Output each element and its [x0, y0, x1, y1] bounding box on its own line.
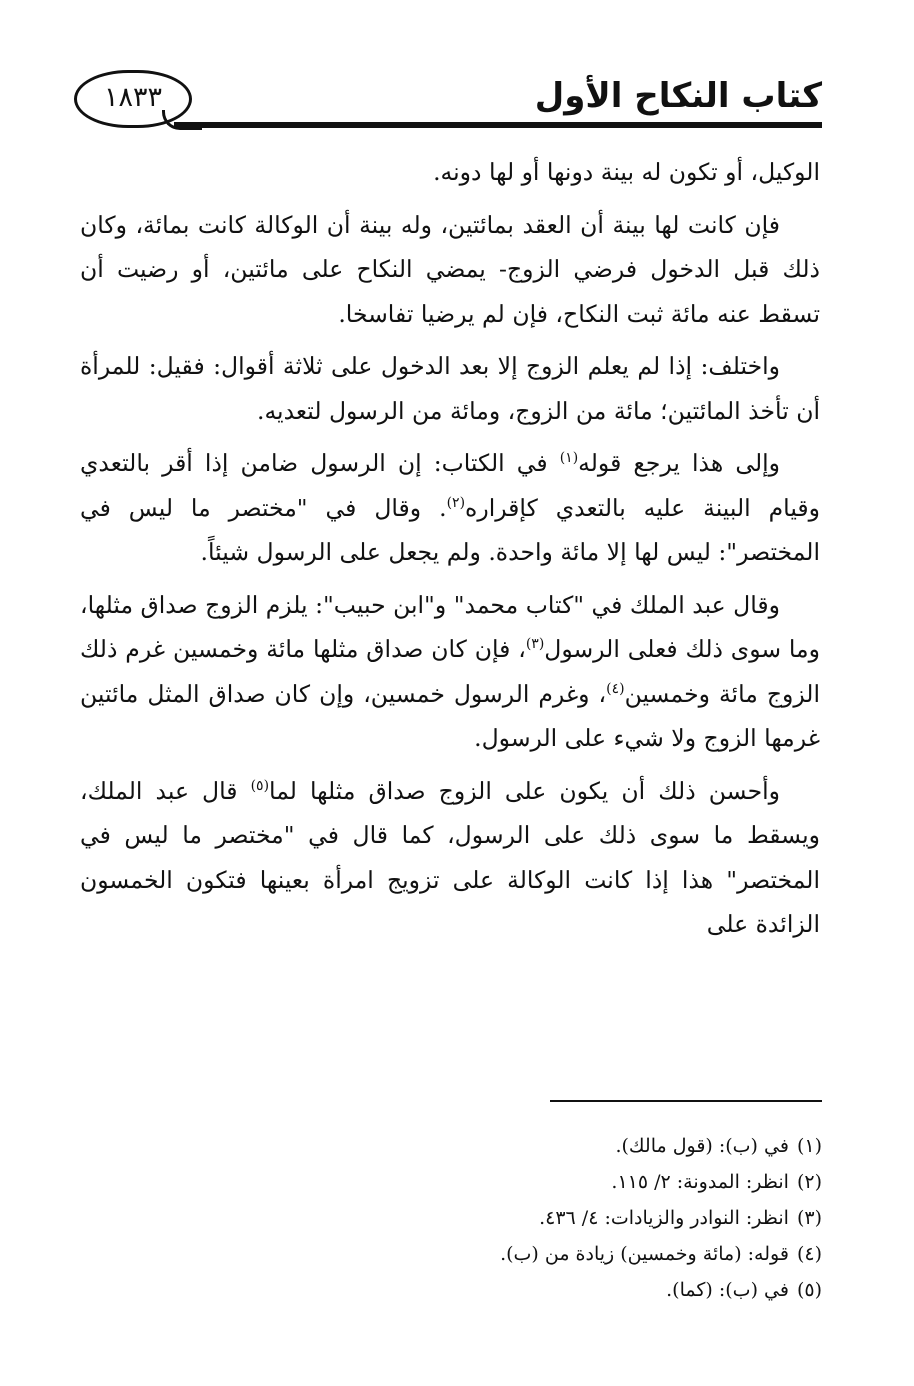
paragraph: وإلى هذا يرجع قوله$^{(١)}$ في الكتاب: إن الرسول ضامن إذا أقر بالتعدي وقيام البينة عليه بالتعدي كإقراره$^{(٢)}$. وقال في "مختصر ما ليس في المختصر": ليس لها إلا مائة واحدة. ولم يجعل على الرسول شيئاً.: [80, 449, 820, 566]
footnote-number: (٣): [796, 1207, 822, 1229]
page-number: ١٨٣٣: [103, 82, 162, 113]
footnote-ref[interactable]: (٥): [250, 777, 270, 794]
page-number-badge-tail: [162, 110, 202, 130]
footnote-ref[interactable]: (١): [559, 450, 579, 467]
footnote: [122, 1272, 822, 1308]
footnote-number: (٥): [796, 1279, 822, 1301]
main-text: [80, 150, 820, 955]
footnote-text: انظر: المدونة: ٢/ ١١٥.: [611, 1171, 789, 1193]
footnote-separator: [550, 1100, 822, 1102]
paragraph: وقال عبد الملك في "كتاب محمد" و"ابن حبيب": يلزم الزوج صداق مثلها، وما سوى ذلك فعلى الرسول$^{(٣)}$، فإن كان صداق مثلها مائة وخمسين غرم ذلك الزوج مائة وخمسين$^{(٤)}$، وغرم الرسول خمسين، وإن كان صداق المثل مائتين غرمها الزوج ولا شيء على الرسول.: [80, 590, 820, 752]
footnote-text: قوله: (مائة وخمسين) زيادة من (ب).: [500, 1243, 789, 1265]
footnote-number: (٢): [796, 1171, 822, 1193]
footnote-ref[interactable]: (٣): [525, 636, 545, 653]
paragraph: وأحسن ذلك أن يكون على الزوج صداق مثلها لما$^{(٥)}$ قال عبد الملك، ويسقط ما سوى ذلك على الرسول، كما قال في "مختصر ما ليس في المختصر" هذا إذا كانت الوكالة على تزويج امرأة بعينها فتكون الخمسون الزائدة على: [80, 776, 820, 938]
chapter-title: كتاب النكاح الأول: [534, 76, 822, 116]
header-rule: [174, 122, 822, 128]
paragraph: واختلف: إذا لم يعلم الزوج إلا بعد الدخول على ثلاثة أقوال: فقيل: للمرأة أن تأخذ المائتين؛ مائة من الزوج، ومائة من الرسول لتعديه.: [80, 352, 820, 425]
page-header: [70, 70, 822, 134]
footnotes-list: [122, 1128, 822, 1308]
footnote: [122, 1236, 822, 1272]
paragraph: الوكيل، أو تكون له بينة دونها أو لها دونه.: [433, 158, 820, 186]
paragraph: فإن كانت لها بينة أن العقد بمائتين، وله بينة أن الوكالة كانت بمائة، وكان ذلك قبل الدخول فرضي الزوج- يمضي النكاح على مائتين، أو رضيت أن تسقط عنه مائة ثبت النكاح، فإن لم يرضيا تفاسخا.: [80, 210, 820, 328]
footnote-text: انظر: النوادر والزيادات: ٤/ ٤٣٦.: [539, 1207, 789, 1229]
footnote: [122, 1164, 822, 1200]
footnote-number: (١): [796, 1135, 822, 1157]
footnote-text: في (ب): (كما).: [666, 1279, 789, 1301]
footnote: [122, 1128, 822, 1164]
footnote-text: في (ب): (قول مالك).: [615, 1135, 789, 1157]
footnote-ref[interactable]: (٤): [606, 680, 625, 697]
footnote-ref[interactable]: (٢): [446, 494, 466, 511]
footnote-number: (٤): [796, 1243, 822, 1265]
footnote: [122, 1200, 822, 1236]
